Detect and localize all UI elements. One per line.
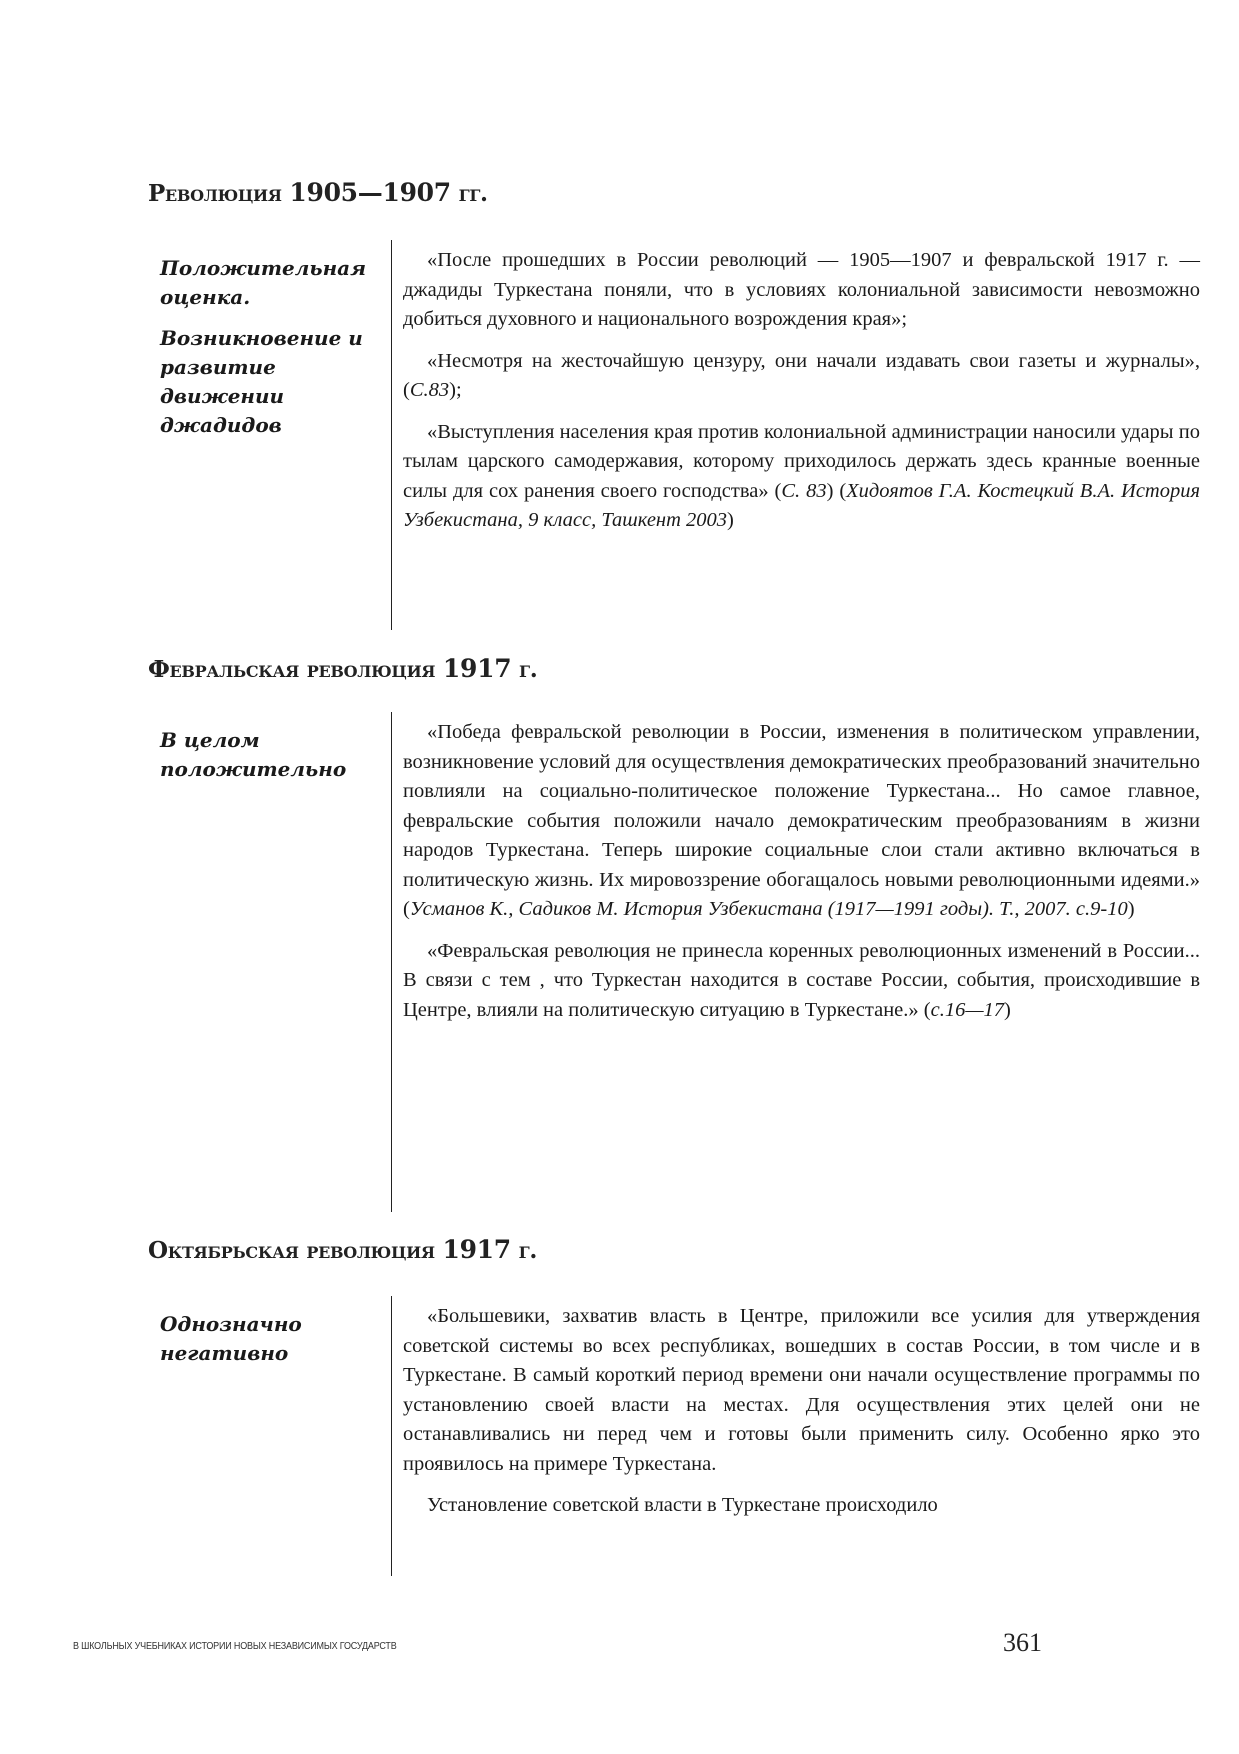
quote-paragraph — [403, 347, 1200, 406]
quote-text: «Победа февральской революции в России, изменения в политическом управлении, возникновение условий для осуществления демократических преобразований значительно повлияли на социально-политическое положение Туркестана... Но самое главное, февральские события положили начало демократическим преобразованиям в жизни народов Туркестана. Теперь широкие социальные слои стали активно включаться в политическую жизнь. Их мировоззрение обогащалось новыми революционными идеями.» ( — [403, 721, 1200, 920]
citation-source: Усманов К., Садиков М. История Узбекистана (1917—1991 годы). Т., 2007. с.9-10 — [409, 898, 1128, 920]
assessment-line: Положительная оценка. — [160, 256, 367, 309]
heading-years: 1917 — [442, 654, 512, 683]
citation-source: Хидоятов Г.А. Костецкий В.А. История Узбекистана, 9 класс, Ташкент 2003 — [403, 479, 1201, 531]
quote-paragraph — [403, 1302, 1200, 1479]
running-footer: В ШКОЛЬНЫХ УЧЕБНИКАХ ИСТОРИИ НОВЫХ НЕЗАВИСИМЫХ ГОСУДАРСТВ — [73, 1641, 397, 1652]
heading-years: 1917 — [442, 1235, 511, 1264]
assessment-table-february — [148, 712, 1200, 1212]
section-heading-february — [148, 654, 537, 683]
quote-paragraph — [403, 246, 1200, 335]
citation-punct: ) ( — [826, 479, 847, 502]
heading-years: 1905—1907 — [289, 178, 451, 207]
quote-text: «Большевики, захватив власть в Центре, приложили все усилия для утверждения советской системы во всех республиках, вошедших в состав России, в том числе и в Туркестане. В самый короткий период времени они начали осуществление программы по установлению своей власти на местах. Для осуществления этих целей они не останавливались ни перед чем и готовы были применить силу. Особенно ярко это проявилось на примере Туркестана. — [403, 1305, 1200, 1475]
citation-punct: ) — [1127, 898, 1135, 920]
quote-paragraph — [403, 418, 1200, 536]
assessment-label — [160, 254, 375, 452]
heading-text: Октябрьская революция — [148, 1237, 443, 1264]
heading-suffix: гг. — [450, 180, 488, 207]
heading-suffix: г. — [511, 656, 538, 683]
assessment-table-october — [148, 1296, 1200, 1576]
quote-paragraph — [403, 718, 1200, 925]
citation-punct: ) — [1004, 998, 1011, 1021]
citation: С. 83 — [781, 479, 827, 502]
quote-text: «Несмотря на жесточайшую цензуру, они начали издавать свои газеты и журналы», ( — [403, 349, 1200, 401]
quote-text: «Февральская революция не принесла коренных революционных изменений в России... В связи с тем , что Туркестан находится в составе России, события, происходившие в Центре, влияли на политическую ситуацию в Туркестане.» ( — [403, 939, 1200, 1021]
citation-punct: ); — [449, 379, 462, 401]
quote-paragraph — [403, 1491, 1200, 1521]
assessment-label — [160, 1310, 375, 1380]
column-divider — [391, 712, 392, 1212]
quote-paragraph — [403, 937, 1200, 1026]
quote-column — [403, 1302, 1200, 1521]
quote-text: «После прошедших в России революций — 1905—1907 и февральской 1917 г. — джадиды Туркестана поняли, что в условиях колониальной зависимости невозможно добиться духовного и национального возрождения края»; — [403, 249, 1200, 330]
quote-text: Установление советской власти в Туркестане происходило — [427, 1494, 938, 1516]
column-divider — [391, 1296, 392, 1576]
quote-column — [403, 246, 1200, 536]
page-number: 361 — [1003, 1628, 1042, 1657]
assessment-label — [160, 726, 375, 796]
section-heading-october — [148, 1235, 537, 1264]
citation: С.83 — [409, 379, 450, 401]
assessment-line: В целом положительно — [160, 728, 347, 781]
heading-text: Революция — [148, 180, 290, 207]
quote-column — [403, 718, 1200, 1025]
heading-suffix: г. — [510, 1237, 538, 1264]
quote-text: «Выступления населения края против колониальной администрации наносили удары по тылам царского самодержавия, которому приходилось держать здесь кранные военные силы для сох ранения своего господства» ( — [403, 420, 1200, 502]
citation: с.16—17 — [930, 998, 1005, 1021]
assessment-table-1905 — [148, 240, 1201, 630]
citation-punct: ) — [727, 509, 734, 531]
assessment-line: Однозначно негативно — [160, 1312, 302, 1365]
assessment-line: Возникновение и развитие движении джадидов — [160, 326, 363, 437]
section-heading-1905 — [148, 178, 488, 207]
heading-text: Февральская революция — [148, 656, 443, 683]
column-divider — [391, 240, 392, 630]
